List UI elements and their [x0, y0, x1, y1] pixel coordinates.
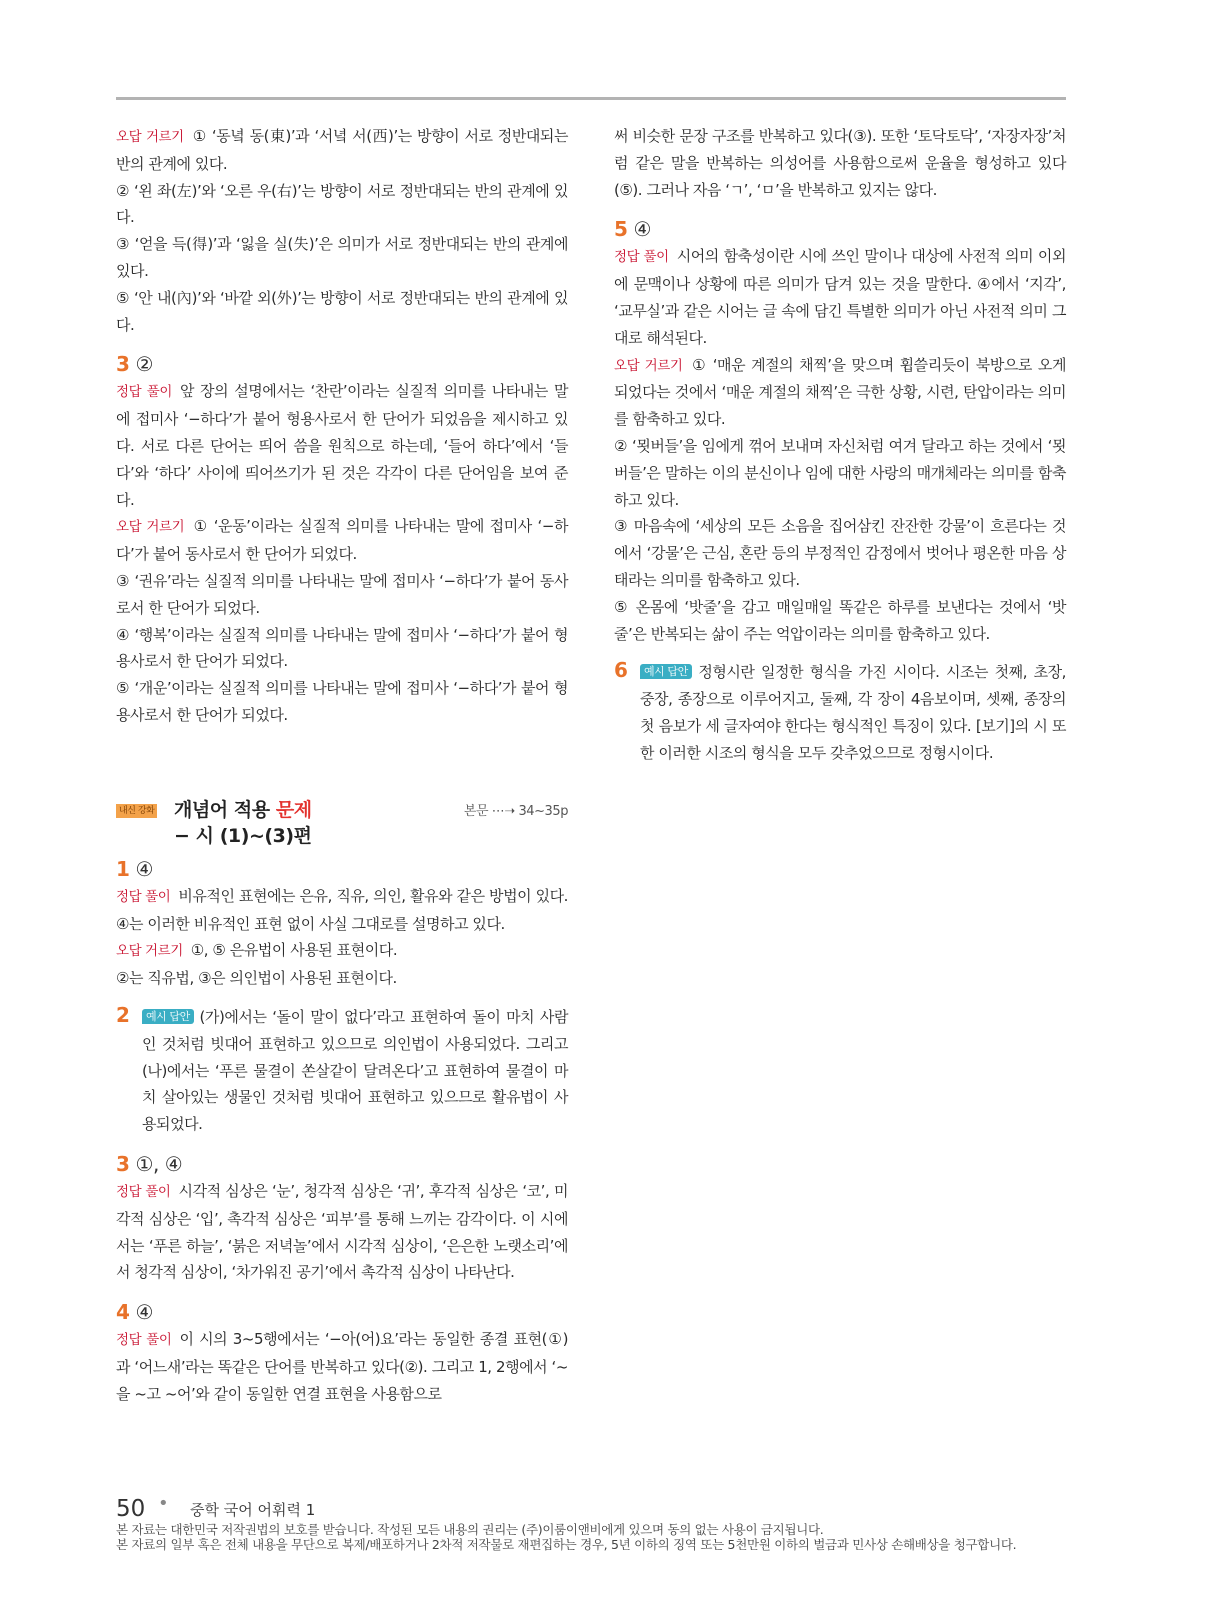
section-title-main: 개념어 적용: [174, 798, 270, 821]
intro-label: 오답 거르기: [116, 129, 184, 145]
question-number: 1: [116, 856, 130, 881]
section-page-ref: 본문 ⋯➝ 34~35p: [463, 803, 568, 819]
question-number: 4: [116, 1300, 130, 1325]
question-3b-header: [116, 1150, 568, 1178]
explanation-line: ②는 직유법, ③은 의인법이 사용된 표현이다.: [116, 969, 397, 988]
question-number: 6: [614, 658, 628, 683]
explanation-line: [116, 378, 568, 513]
label: 정답 풀이: [116, 1183, 171, 1200]
label: 오답 거르기: [116, 943, 183, 960]
section-title: [174, 797, 312, 824]
text: 이 시의 3~5행에서는 ‘−아(어)요’라는 동일한 종결 표현(①)과 ‘어느새’라는 똑같은 단어를 반복하고 있다(②). 그리고 1, 2행에서 ‘~을 ~고 ~어’와 같이 동일한 연결 표현을 사용함으로: [116, 1330, 568, 1403]
question-number: 2: [116, 1002, 130, 1027]
example-answer-tag: 예시 답안: [640, 664, 692, 679]
top-divider: [116, 97, 1066, 100]
section-title-highlight: 문제: [275, 798, 312, 821]
explanation-line: ② ‘묏버들’을 임에게 꺾어 보내며 자신처럼 여겨 달라고 하는 것에서 ‘묏버들’은 말하는 이의 분신이나 임에 대한 사랑의 매개체라는 의미를 함축하고 있다.: [614, 436, 1066, 509]
text: ① ‘매운 계절의 채찍’을 맞으며 휩쓸리듯이 북방으로 오게 되었다는 것에서 ‘매운 계절의 채찍’은 극한 상황, 시련, 탄압이라는 의미를 함축하고 있다.: [614, 355, 1067, 429]
explanation-line: ③ ‘권유’라는 실질적 의미를 나타내는 말에 접미사 ‘−하다’가 붙어 동사로서 한 단어가 되었다.: [116, 571, 568, 617]
label: 정답 풀이: [116, 1332, 172, 1349]
question-number: 3: [116, 1151, 130, 1176]
question-number: 3: [116, 352, 130, 377]
page-number: 50: [116, 1496, 146, 1522]
copyright-notice-1: 본 자료는 대한민국 저작권법의 보호를 받습니다. 작성된 모든 내용의 권리는 (주)이룸이앤비에게 있으며 동의 없는 사용이 금지됩니다.: [116, 1522, 824, 1537]
intro-text: ① ‘동녘 동(東)’과 ‘서녘 서(西)’는 방향이 서로 정반대되는 반의 관계에 있다.: [116, 127, 568, 173]
text: 앞 장의 설명에서는 ‘찬란’이라는 실질적 의미를 나타내는 말에 접미사 ‘−하다’가 붙어 형용사로서 한 단어가 되었음을 제시하고 있다. 서로 다른 단어는 띄어 씀을 원칙으로 하는데, ‘들어 하다’에서 ‘들다’와 ‘하다’ 사이에 띄어쓰기가 된 것은 각각이 다른 단어임을 보여 준다.: [116, 382, 568, 509]
intro-line: [116, 123, 568, 178]
text: ① ‘운동’이라는 실질적 의미를 나타내는 말에 접미사 ‘−하다’가 붙어 동사로서 한 단어가 되었다.: [116, 517, 568, 564]
label: 정답 풀이: [614, 249, 669, 266]
explanation-line: [614, 243, 1066, 351]
label: 정답 풀이: [116, 888, 171, 905]
intro-line: ② ‘왼 좌(左)’와 ‘오른 우(右)’는 방향이 서로 정반대되는 반의 관계에 있다.: [116, 181, 568, 227]
explanation-line: [116, 883, 568, 938]
answer: ④: [135, 1300, 153, 1325]
answer: ④: [135, 856, 153, 881]
question-4-continuation: 써 비슷한 문장 구조를 반복하고 있다(③). 또한 ‘토닥토닥’, ‘자장자장’처럼 같은 말을 반복하는 의성어를 사용함으로써 운율을 형성하고 있다(⑤). 그러나 자음 ‘ㄱ’, ‘ㅁ’을 반복하고 있지는 않다.: [614, 127, 1066, 199]
explanation-line: ⑤ ‘개운’이라는 실질적 의미를 나타내는 말에 접미사 ‘−하다’가 붙어 형용사로서 한 단어가 되었다.: [116, 679, 568, 724]
text: ①, ⑤ 은유법이 사용된 표현이다.: [190, 941, 398, 960]
example-answer-tag: 예시 답안: [142, 1009, 194, 1024]
right-column: [614, 123, 1066, 767]
section-badge: 내신 강화: [116, 804, 157, 818]
question-4-header: [116, 1298, 568, 1326]
explanation-line: ⑤ 온몸에 ‘밧줄’을 감고 매일매일 똑같은 하루를 보낸다는 것에서 ‘밧줄’은 반복되는 삶이 주는 억압이라는 의미를 함축하고 있다.: [614, 597, 1066, 643]
label: 정답 풀이: [116, 384, 172, 401]
intro-line: ③ ‘얻을 득(得)’과 ‘잃을 실(失)’은 의미가 서로 정반대되는 반의 관계에 있다.: [116, 235, 568, 280]
explanation-line: [116, 937, 568, 965]
text: 비유적인 표현에는 은유, 직유, 의인, 활유와 같은 방법이 있다. ④는 이러한 비유적인 표현 없이 사실 그대로를 설명하고 있다.: [116, 886, 568, 933]
answer: ④: [633, 217, 651, 242]
label: 오답 거르기: [116, 519, 185, 536]
text: 시어의 함축성이란 시에 쓰인 말이나 대상에 사전적 의미 이외에 문맥이나 상황에 따른 의미가 담겨 있는 것을 말한다. ④에서 ‘지각’, ‘교무실’과 같은 시어는 글 속에 담긴 특별한 의미가 아닌 사전적 의미 그대로 해석된다.: [614, 247, 1066, 347]
intro-line: ⑤ ‘안 내(內)’와 ‘바깥 외(外)’는 방향이 서로 정반대되는 반의 관계에 있다.: [116, 288, 568, 334]
text: 정형시란 일정한 형식을 가진 시이다. 시조는 첫째, 초장, 중장, 종장으로 이루어지고, 둘째, 각 장이 4음보이며, 셋째, 종장의 첫 음보가 세 글자여야 한다는 형식적인 특징이 있다. [보기]의 시 또한 이러한 시조의 형식을 모두 갖추었으므로 정형시이다.: [640, 663, 1066, 762]
question-3a-header: [116, 350, 568, 378]
text: (가)에서는 ‘돌이 말이 없다’라고 표현하여 돌이 마치 사람인 것처럼 빗대어 표현하고 있으므로 의인법이 사용되었다. 그리고 (나)에서는 ‘푸른 물결이 쏜살같이 달려온다’고 표현하여 물결이 마치 살아있는 생물인 것처럼 빗대어 표현하고 있으므로 활유법이 사용되었다.: [142, 1007, 568, 1134]
explanation-line: [614, 352, 1066, 433]
left-column: [116, 123, 568, 1407]
explanation-line: [116, 513, 568, 568]
example-answer: [640, 659, 1066, 766]
question-1-header: [116, 855, 568, 883]
explanation-line: ④ ‘행복’이라는 실질적 의미를 나타내는 말에 접미사 ‘−하다’가 붙어 형용사로서 한 단어가 되었다.: [116, 625, 568, 671]
answer: ②: [135, 352, 153, 377]
answer: ①, ④: [135, 1151, 183, 1176]
copyright-notice-2: 본 자료의 일부 혹은 전체 내용을 무단으로 복제/배포하거나 2차적 저작물로 재편집하는 경우, 5년 이하의 징역 또는 5천만원 이하의 벌금과 민사상 손해배상을 청구합니다.: [116, 1537, 1017, 1552]
question-5-header: [614, 215, 1066, 243]
example-answer: [142, 1004, 568, 1138]
explanation-line: [116, 1178, 568, 1286]
section-header: [116, 799, 568, 855]
explanation-line: [116, 1326, 568, 1407]
text: 시각적 심상은 ‘눈’, 청각적 심상은 ‘귀’, 후각적 심상은 ‘코’, 미각적 심상은 ‘입’, 촉각적 심상은 ‘피부’를 통해 느끼는 감각이다. 이 시에서는 ‘푸른 하늘’, ‘붉은 저녁놀’에서 시각적 심상이, ‘은은한 노랫소리’에서 청각적 심상이, ‘차가워진 공기’에서 촉각적 심상이 나타난다.: [116, 1181, 568, 1282]
footer-bullet: •: [158, 1493, 169, 1514]
book-title: 중학 국어 어휘력 1: [190, 1501, 316, 1519]
question-6-block: [614, 659, 1066, 766]
question-number: 5: [614, 217, 628, 242]
explanation-line: ③ 마음속에 ‘세상의 모든 소음을 집어삼킨 잔잔한 강물’이 흐른다는 것에서 ‘강물’은 근심, 혼란 등의 부정적인 감정에서 벗어나 평온한 마음 상태라는 의미를 함축하고 있다.: [614, 517, 1066, 589]
question-2-block: [116, 1004, 568, 1138]
label: 오답 거르기: [614, 357, 683, 374]
section-subtitle: − 시 (1)~(3)편: [174, 824, 312, 847]
